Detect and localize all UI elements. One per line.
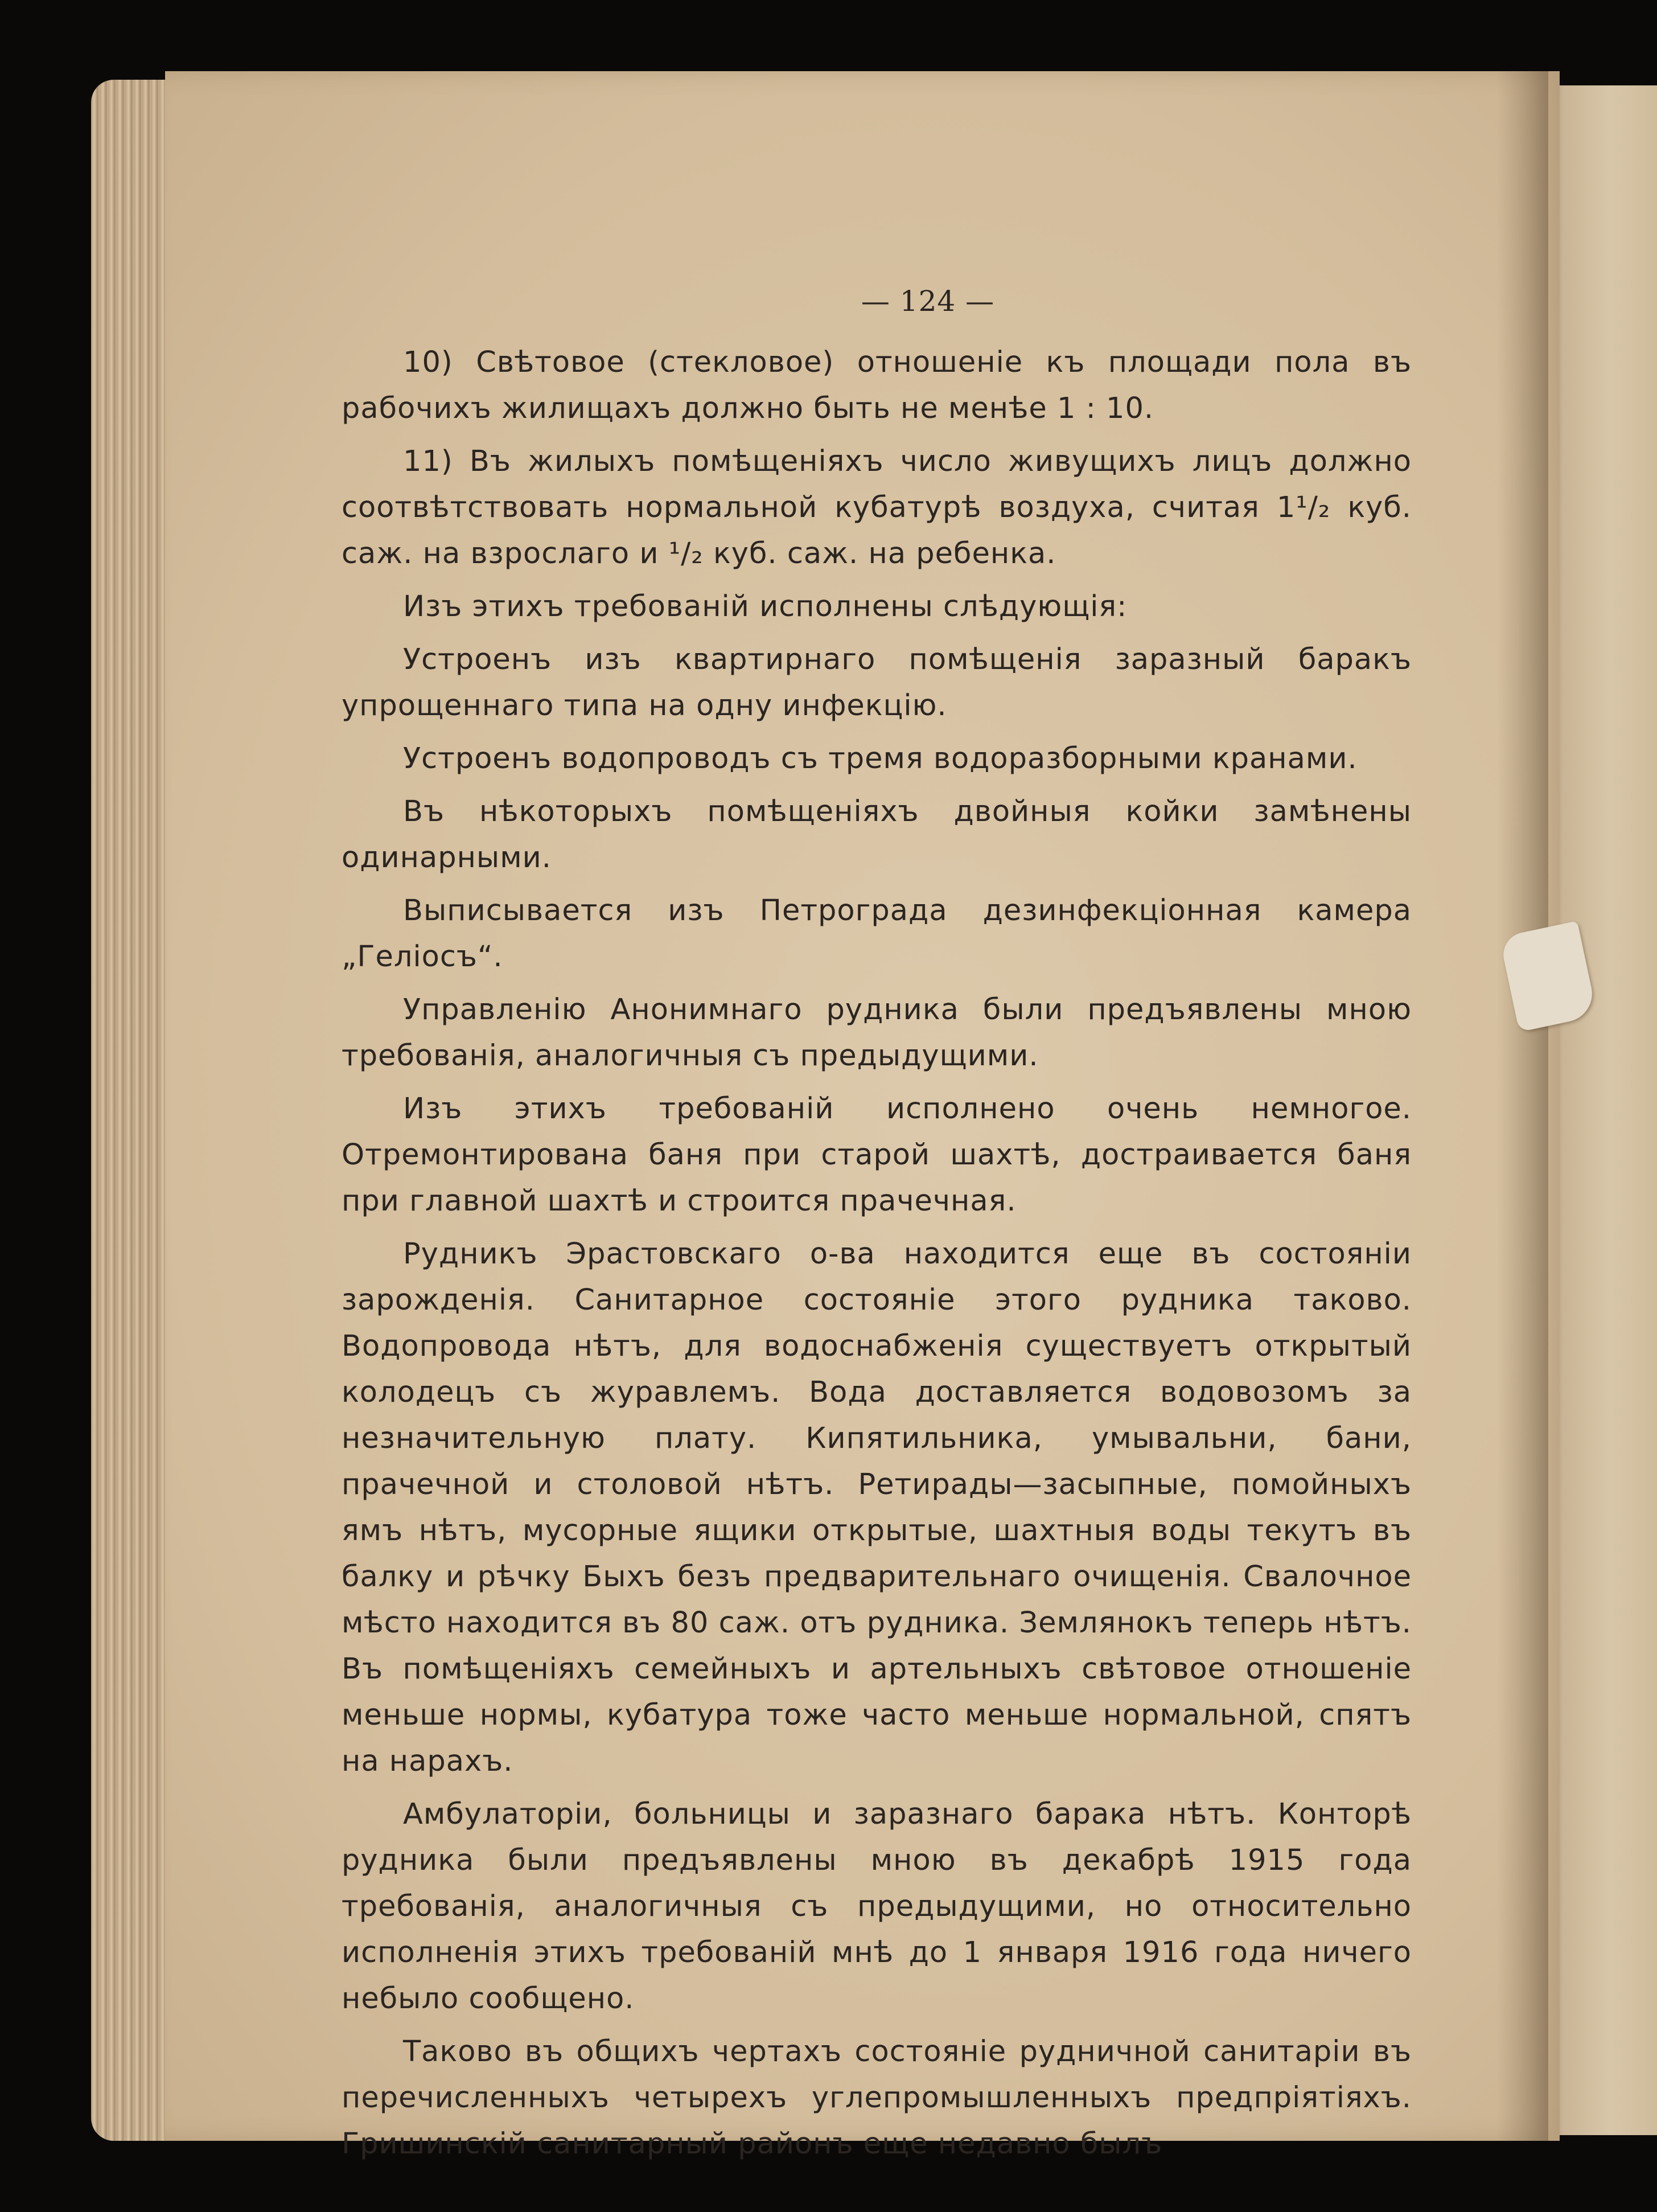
page-content bbox=[342, 285, 1412, 2174]
paragraph-requirements-met: Изъ этихъ требованій исполнены слѣдующія: bbox=[403, 590, 1128, 623]
paragraph-11: 11) Въ жилыхъ помѣщеніяхъ число живущихъ лицъ должно соотвѣтствовать нормальной кубатурѣ воздуха, считая 1¹/₂ куб. саж. на взрослаго и ¹/₂ куб. саж. на ребенка. bbox=[342, 445, 1412, 571]
paragraph-water-supply: Устроенъ водопроводъ съ тремя водоразборными кранами. bbox=[403, 742, 1358, 775]
paragraph-anonymous-mine: Управленію Анонимнаго рудника были предъявлены мною требованія, аналогичныя съ предыдущими. bbox=[342, 993, 1412, 1073]
paragraph-disinfection-chamber: Выписывается изъ Петрограда дезинфекціонная камера „Геліосъ“. bbox=[342, 894, 1412, 974]
page-number: — 124 — bbox=[861, 285, 995, 318]
paragraph-10: 10) Свѣтовое (стекловое) отношеніе къ площади пола въ рабочихъ жилищахъ должно быть не менѣе 1 : 10. bbox=[342, 346, 1412, 425]
gutter-shadow bbox=[1497, 71, 1548, 2141]
paragraph-summary: Таково въ общихъ чертахъ состояніе рудничной санитаріи въ перечисленныхъ четырехъ углепромышленныхъ предпріятіяхъ. Гришинскій санитарный районъ еще недавно былъ bbox=[342, 2035, 1412, 2161]
paragraph-ambulatory: Амбулаторіи, больницы и заразнаго барака нѣтъ. Конторѣ рудника были предъявлены мною въ декабрѣ 1915 года требованія, аналогичныя съ предыдущими, но относительно исполненія этихъ требованій мнѣ до 1 января 1916 года ничего небыло сообщено. bbox=[342, 1797, 1412, 2016]
paragraph-little-done: Изъ этихъ требованій исполнено очень немногое. Отремонтирована баня при старой шахтѣ, достраивается баня при главной шахтѣ и строится прачечная. bbox=[342, 1092, 1412, 1218]
paragraph-bunks: Въ нѣкоторыхъ помѣщеніяхъ двойныя койки замѣнены одинарными. bbox=[342, 795, 1412, 875]
paragraph-barrack: Устроенъ изъ квартирнаго помѣщенія заразный баракъ упрощеннаго типа на одну инфекцію. bbox=[342, 643, 1412, 723]
paragraph-erastovsky-mine: Рудникъ Эрастовскаго о-ва находится еще въ состояніи зарожденія. Санитарное состояніе этого рудника таково. Водопровода нѣтъ, для водоснабженія существуетъ открытый колодецъ съ журавлемъ. Вода доставляется водовозомъ за незначительную плату. Кипятильника, умывальни, бани, прачечной и столовой нѣтъ. Ретирады—засыпные, помойныхъ ямъ нѣтъ, мусорные ящики открытые, шахтныя воды текутъ въ балку и рѣчку Быхъ безъ предварительнаго очищенія. Свалочное мѣсто находится въ 80 саж. отъ рудника. Землянокъ теперь нѣтъ. Въ помѣщеніяхъ семейныхъ и артельныхъ свѣтовое отношеніе меньше нормы, кубатура тоже часто меньше нормальной, спятъ на нарахъ. bbox=[342, 1237, 1412, 1778]
